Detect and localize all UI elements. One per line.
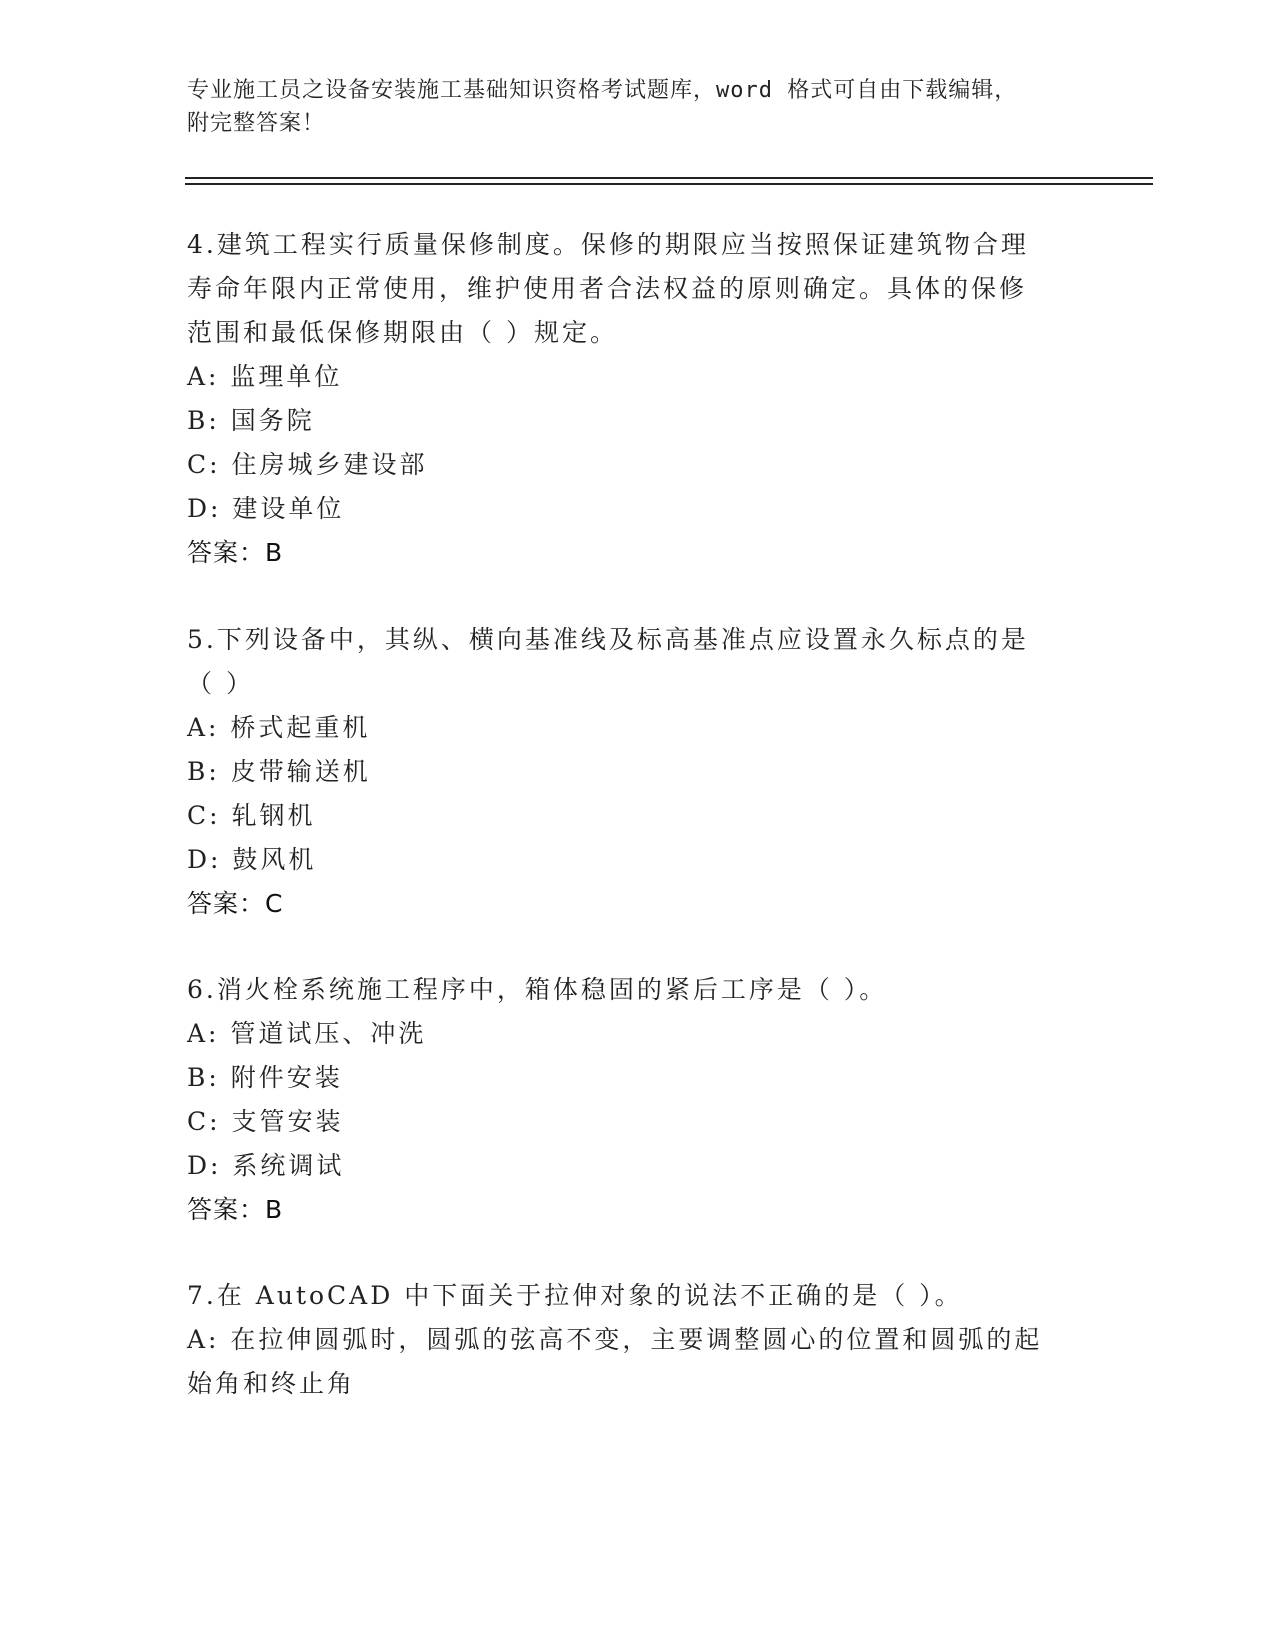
question-4-stem-line-1: 4.建筑工程实行质量保修制度。保修的期限应当按照保证建筑物合理 [187, 230, 1029, 259]
question-6-stem-line-1: 6.消火栓系统施工程序中，箱体稳固的紧后工序是（ ）。 [187, 975, 888, 1004]
question-4-option-d: D: 建设单位 [187, 494, 345, 523]
header-rule-bottom [185, 183, 1153, 185]
question-5-answer: 答案：C [187, 889, 284, 918]
header-line-1: 专业施工员之设备安装施工基础知识资格考试题库，word 格式可自由下载编辑， [187, 78, 1018, 103]
question-5-option-d: D: 鼓风机 [187, 845, 317, 874]
question-4-option-b: B: 国务院 [187, 406, 315, 435]
question-7-option-a-line-1: A: 在拉伸圆弧时，圆弧的弦高不变，主要调整圆心的位置和圆弧的起 [187, 1325, 1043, 1354]
question-7-stem-line-1: 7.在 AutoCAD 中下面关于拉伸对象的说法不正确的是（ ）。 [187, 1281, 963, 1310]
question-5-option-a: A: 桥式起重机 [187, 713, 371, 742]
question-5-option-b: B: 皮带输送机 [187, 757, 371, 786]
question-6-answer: 答案：B [187, 1195, 284, 1224]
question-4-option-c: C: 住房城乡建设部 [187, 450, 428, 479]
question-4-answer: 答案：B [187, 538, 284, 567]
question-5-stem-line-2: （ ） [187, 669, 254, 698]
question-4-stem-line-3: 范围和最低保修期限由（ ）规定。 [187, 318, 618, 347]
question-4-stem-line-2: 寿命年限内正常使用，维护使用者合法权益的原则确定。具体的保修 [187, 274, 1028, 303]
question-6-option-b: B: 附件安装 [187, 1063, 343, 1092]
question-5-stem-line-1: 5.下列设备中，其纵、横向基准线及标高基准点应设置永久标点的是 [187, 625, 1029, 654]
question-6-option-d: D: 系统调试 [187, 1151, 345, 1180]
question-6-option-a: A: 管道试压、冲洗 [187, 1019, 427, 1048]
question-7-option-a-line-2: 始角和终止角 [187, 1369, 356, 1398]
question-4-option-a: A: 监理单位 [187, 362, 343, 391]
question-6-option-c: C: 支管安装 [187, 1107, 344, 1136]
document-header [187, 74, 1067, 140]
header-line-2: 附完整答案！ [187, 111, 326, 136]
question-5-option-c: C: 轧钢机 [187, 801, 316, 830]
header-rule-top [185, 177, 1153, 179]
